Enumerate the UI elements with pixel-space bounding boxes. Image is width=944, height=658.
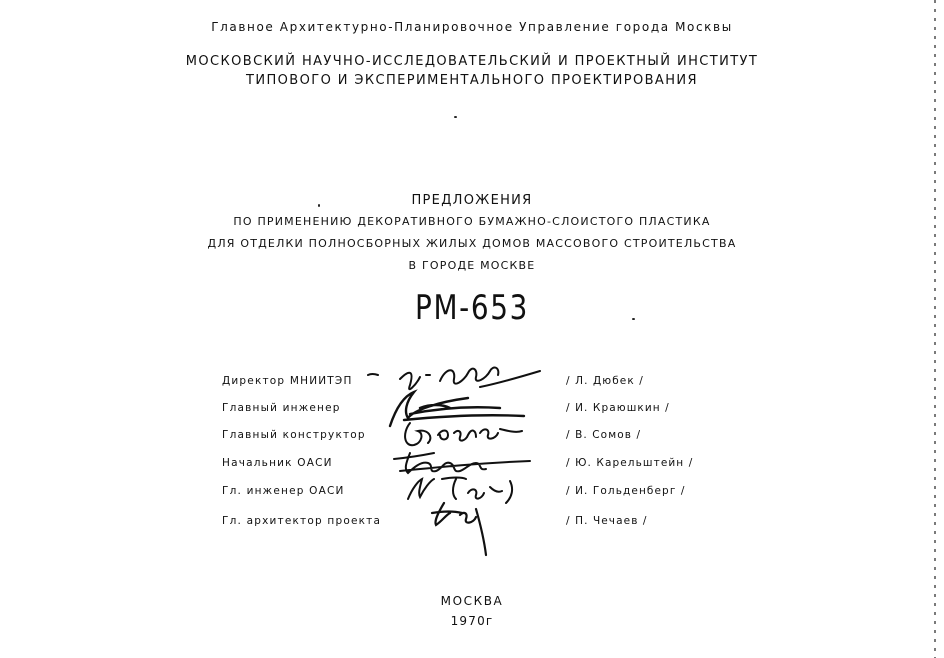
document-subtitle-line3: В ГОРОДЕ МОСКВЕ [408,259,536,272]
signatory-title: Гл. архитектор проекта [222,515,382,527]
signatory-name: / Л. Дюбек / [566,375,644,387]
institute-name-line2: ТИПОВОГО И ЭКСПЕРИМЕНТАЛЬНОГО ПРОЕКТИРОВАНИЯ [246,73,698,88]
signatory-title: Гл. инженер ОАСИ [222,485,345,497]
signatory-name: / П. Чечаев / [566,515,648,527]
publication-city: МОСКВА [440,594,504,608]
document-code: РМ-653 [414,288,529,328]
signatory-title: Директор МНИИТЭП [222,375,353,387]
signatory-title: Главный инженер [222,402,341,414]
scan-speck [454,116,457,118]
signatory-title: Начальник ОАСИ [222,457,333,469]
institute-name-line1: МОСКОВСКИЙ НАУЧНО-ИССЛЕДОВАТЕЛЬСКИЙ И ПРОЕКТНЫЙ ИНСТИТУТ [185,54,759,69]
agency-header: Главное Архитектурно-Планировочное Управление города Москвы [211,20,733,34]
scan-speck [632,318,635,320]
document-subtitle-line1: ПО ПРИМЕНЕНИЮ ДЕКОРАТИВНОГО БУМАЖНО-СЛОИСТОГО ПЛАСТИКА [233,215,711,228]
signatory-name: / И. Краюшкин / [566,402,670,414]
scan-speck [318,204,320,207]
document-subtitle-line2: ДЛЯ ОТДЕЛКИ ПОЛНОСБОРНЫХ ЖИЛЫХ ДОМОВ МАССОВОГО СТРОИТЕЛЬСТВА [207,237,737,250]
signatory-row [0,507,944,535]
scan-edge [934,0,936,658]
signatory-name: / В. Сомов / [566,429,642,441]
handwritten-signature [360,497,550,547]
signatory-name: / И. Гольденберг / [566,485,686,497]
document-title: ПРЕДЛОЖЕНИЯ [411,193,533,208]
signatory-title: Главный конструктор [222,429,366,441]
signatory-name: / Ю. Карельштейн / [566,457,694,469]
publication-year: 1970г [450,614,494,628]
